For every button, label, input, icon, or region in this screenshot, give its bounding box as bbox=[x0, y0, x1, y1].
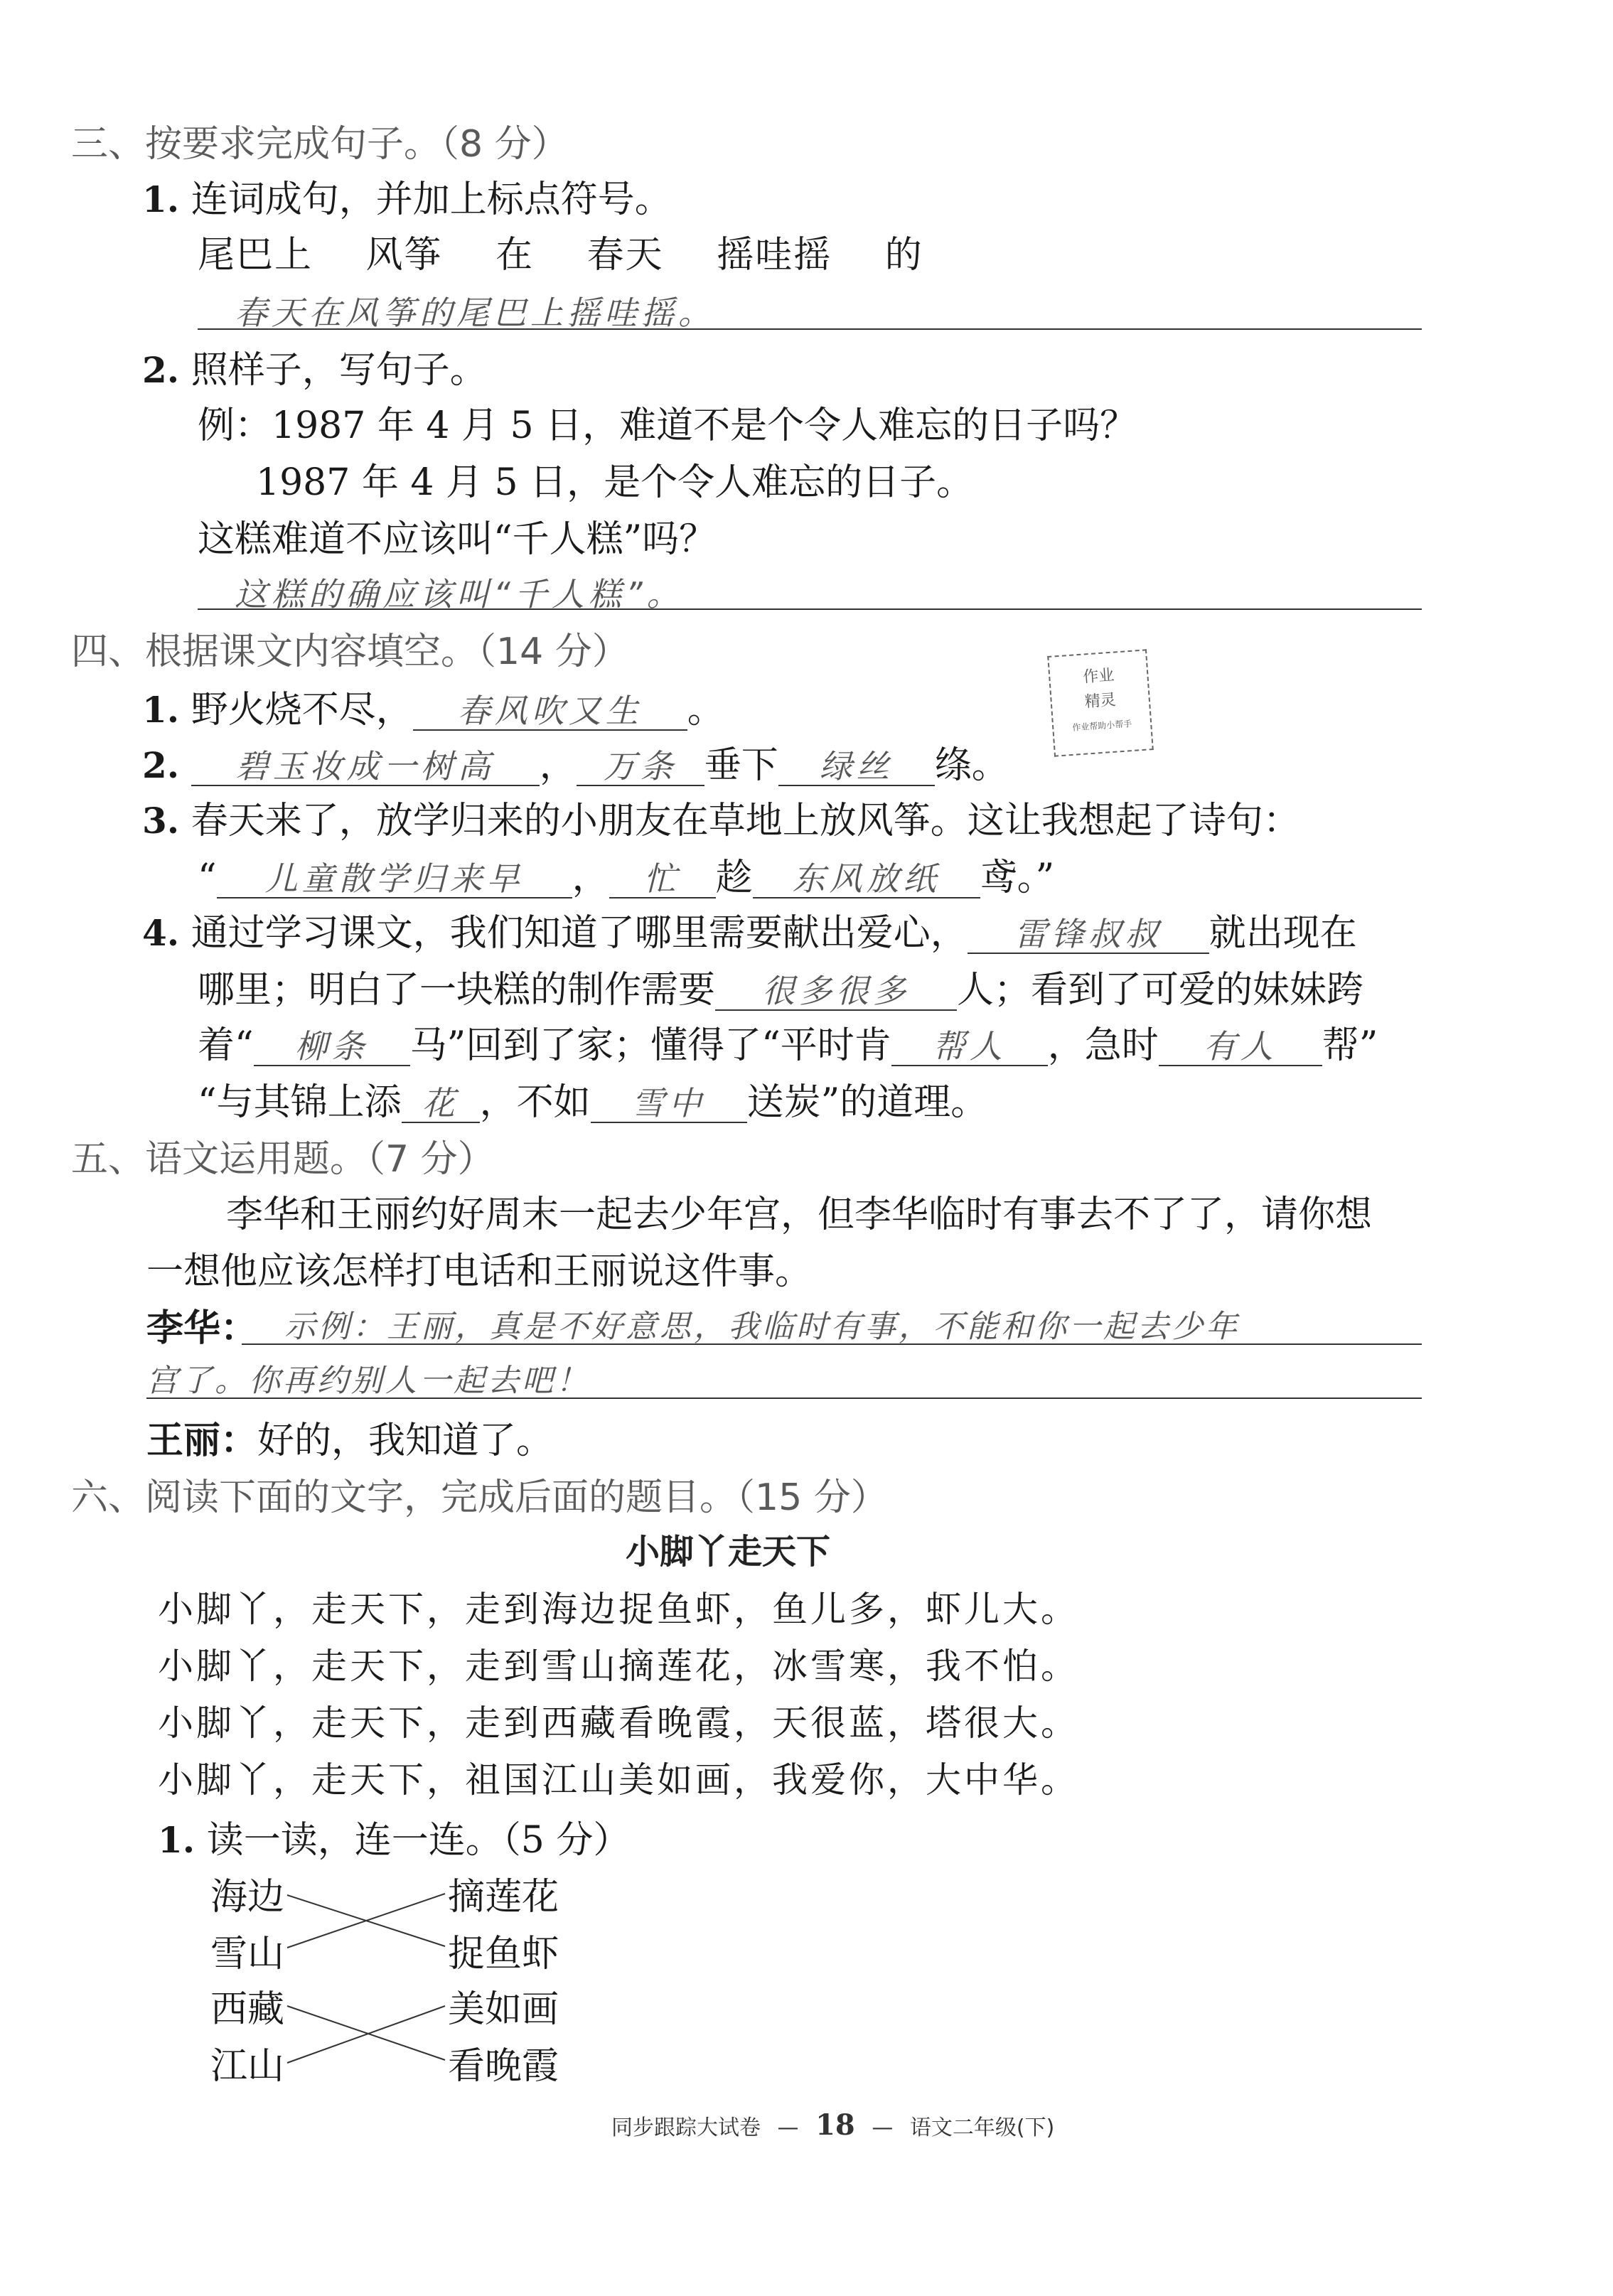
s3-q2-num: 2. bbox=[142, 349, 180, 391]
s4-q4-l3-blank3[interactable]: 有人 bbox=[1159, 1029, 1322, 1066]
s4-q3-mid: 趁 bbox=[715, 857, 753, 899]
stamp-line: 作业 bbox=[1082, 666, 1115, 687]
footer-right: 语文二年级(下) bbox=[909, 2115, 1055, 2140]
s4-q4-l4-post: 送炭”的道理。 bbox=[746, 1081, 988, 1124]
match-left-item[interactable]: 海边 bbox=[210, 1876, 285, 1919]
s6-q1-prompt-text: 读一读，连一连。 bbox=[206, 1819, 503, 1862]
s4-q4-l3-mid2: ，急时 bbox=[1047, 1024, 1159, 1067]
lihua-label: 李华： bbox=[146, 1307, 258, 1350]
word: 摇哇摇 bbox=[717, 234, 832, 277]
s5-para-line1: 李华和王丽约好周末一起去少年宫，但李华临时有事去不了了，请你想 bbox=[226, 1193, 1373, 1236]
s4-q4-l1-blank[interactable]: 雷锋叔叔 bbox=[968, 916, 1209, 954]
match-line-xueshan-zhailianhua bbox=[287, 1894, 445, 1948]
s4-q4-l4-blank2[interactable]: 雪中 bbox=[591, 1085, 747, 1123]
section6-title: 六、阅读下面的文字，完成后面的题目。 bbox=[71, 1476, 737, 1519]
wangli-label: 王丽： bbox=[146, 1420, 258, 1462]
match-left-item[interactable]: 江山 bbox=[210, 2045, 285, 2088]
s4-q4-l2-blank[interactable]: 很多很多 bbox=[715, 973, 957, 1011]
s3-q2-prompt-text: 照样子，写句子。 bbox=[191, 349, 487, 392]
s4-q4-l3-blank2[interactable]: 帮人 bbox=[891, 1029, 1048, 1066]
s3-q2-answer[interactable]: 这糕的确应该叫“千人糕”。 bbox=[235, 575, 684, 613]
section4-points: （14 分） bbox=[478, 631, 629, 673]
s4-q3-num: 3. bbox=[142, 800, 180, 842]
poem-line: 小脚丫，走天下，祖国江山美如画，我爱你，大中华。 bbox=[158, 1759, 1079, 1801]
s4-q4-l3-mid1: 马”回到了家；懂得了“平时肯 bbox=[409, 1024, 891, 1067]
poem-title: 小脚丫走天下 bbox=[626, 1532, 831, 1572]
s4-q3-text: 春天来了，放学归来的小朋友在草地上放风筝。这让我想起了诗句： bbox=[191, 800, 1300, 842]
word: 尾巴上 bbox=[198, 234, 314, 277]
word: 春天 bbox=[586, 234, 664, 277]
s4-q4-l4-blank1[interactable]: 花 bbox=[402, 1085, 480, 1123]
section4-title: 四、根据课文内容填空。 bbox=[71, 631, 478, 673]
lihua-answer-line2[interactable]: 宫了。你再约别人一起去吧！ bbox=[146, 1363, 590, 1399]
s3-q1-prompt-text: 连词成句，并加上标点符号。 bbox=[191, 178, 672, 221]
s4-q4-l3-blank1[interactable]: 柳条 bbox=[254, 1029, 410, 1066]
s4-q3-blank1[interactable]: 儿童散学归来早 bbox=[217, 861, 572, 898]
s4-q4-l4-pre: “与其锦上添 bbox=[198, 1081, 402, 1124]
s3-q1-num: 1. bbox=[142, 178, 180, 220]
word: 的 bbox=[884, 234, 923, 277]
section6-points: （15 分） bbox=[736, 1476, 888, 1519]
match-left-item[interactable]: 雪山 bbox=[210, 1933, 285, 1975]
page-footer bbox=[611, 2108, 1054, 2142]
stamp-line: 精灵 bbox=[1083, 691, 1117, 712]
section3-points: （8 分） bbox=[441, 123, 569, 166]
s4-q4-l4-mid: ，不如 bbox=[479, 1081, 591, 1124]
poem-line: 小脚丫，走天下，走到雪山摘莲花，冰雪寒，我不怕。 bbox=[158, 1646, 1079, 1687]
s4-q4-l3-post: 帮” bbox=[1322, 1024, 1378, 1067]
footer-left: 同步跟踪大试卷 bbox=[611, 2115, 761, 2140]
s4-q3-blank3[interactable]: 东风放纸 bbox=[753, 861, 980, 898]
section5-points: （7 分） bbox=[367, 1138, 495, 1181]
s4-q4-l2-post: 人；看到了可爱的妹妹跨 bbox=[957, 969, 1364, 1012]
poem-line: 小脚丫，走天下，走到海边捉鱼虾，鱼儿多，虾儿大。 bbox=[158, 1589, 1079, 1630]
page-number: 18 bbox=[815, 2108, 855, 2142]
stamp-line: 作业帮助小帮手 bbox=[1071, 719, 1132, 733]
s4-q1-post: 。 bbox=[687, 689, 724, 731]
s6-q1-num: 1. bbox=[158, 1819, 195, 1861]
s4-q2-blank3[interactable]: 绿丝 bbox=[778, 749, 935, 786]
s4-q3-comma: ， bbox=[572, 857, 609, 899]
word: 在 bbox=[495, 234, 535, 277]
wangli-text: 好的，我知道了。 bbox=[257, 1420, 554, 1462]
s4-q4-num: 4. bbox=[142, 912, 180, 954]
s4-q2-comma: ， bbox=[539, 744, 577, 787]
s4-q4-l2-pre: 哪里；明白了一块糕的制作需要 bbox=[198, 969, 716, 1012]
footer-dash: — bbox=[872, 2115, 894, 2140]
s4-q2-mid: 垂下 bbox=[704, 744, 778, 787]
s3-q1-answer[interactable]: 春天在风筝的尾巴上摇哇摇。 bbox=[235, 294, 715, 332]
s3-q2-example2: 1987 年 4 月 5 日，是个令人难忘的日子。 bbox=[256, 461, 974, 504]
footer-dash: — bbox=[777, 2115, 799, 2140]
s4-q3-blank2[interactable]: 忙 bbox=[609, 861, 716, 898]
s4-q4-l3-pre: 着“ bbox=[198, 1024, 254, 1067]
s4-q3-post: 鸢。” bbox=[980, 857, 1055, 899]
match-right-item[interactable]: 摘莲花 bbox=[448, 1876, 559, 1919]
s5-para-line2: 一想他应该怎样打电话和王丽说这件事。 bbox=[146, 1250, 813, 1293]
s4-q2-post: 绦。 bbox=[934, 744, 1009, 787]
s6-q1-points: （5 分） bbox=[502, 1819, 631, 1862]
match-left-item[interactable]: 西藏 bbox=[210, 1988, 285, 2031]
s4-q1-num: 1. bbox=[142, 689, 180, 731]
s4-q4-l1-post: 就出现在 bbox=[1209, 912, 1357, 955]
section3-title: 三、按要求完成句子。 bbox=[71, 123, 441, 166]
match-right-item[interactable]: 美如画 bbox=[448, 1988, 559, 2031]
s3-q2-question: 这糕难道不应该叫“千人糕”吗？ bbox=[198, 518, 717, 561]
word: 风筝 bbox=[365, 234, 443, 277]
s4-q2-blank2[interactable]: 万条 bbox=[577, 749, 704, 786]
s4-q2-num: 2. bbox=[142, 744, 180, 786]
match-right-item[interactable]: 看晚霞 bbox=[448, 2045, 559, 2088]
s4-q2-blank1[interactable]: 碧玉妆成一树高 bbox=[191, 749, 540, 786]
s4-q1-blank[interactable]: 春风吹又生 bbox=[413, 693, 687, 731]
s3-q2-example1: 例：1987 年 4 月 5 日，难道不是个令人难忘的日子吗？ bbox=[198, 404, 1137, 447]
section5-title: 五、语文运用题。 bbox=[71, 1138, 368, 1181]
poem-line: 小脚丫，走天下，走到西藏看晚霞，天很蓝，塔很大。 bbox=[158, 1702, 1079, 1744]
lihua-answer-line1[interactable]: 示例：王丽，真是不好意思，我临时有事，不能和你一起去少年 bbox=[284, 1309, 1240, 1345]
s4-q1-pre: 野火烧不尽， bbox=[191, 689, 413, 731]
s4-q4-l1-pre: 通过学习课文，我们知道了哪里需要献出爱心， bbox=[191, 912, 968, 955]
match-right-item[interactable]: 捉鱼虾 bbox=[448, 1933, 559, 1975]
s4-q3-open-quote: “ bbox=[198, 857, 217, 899]
